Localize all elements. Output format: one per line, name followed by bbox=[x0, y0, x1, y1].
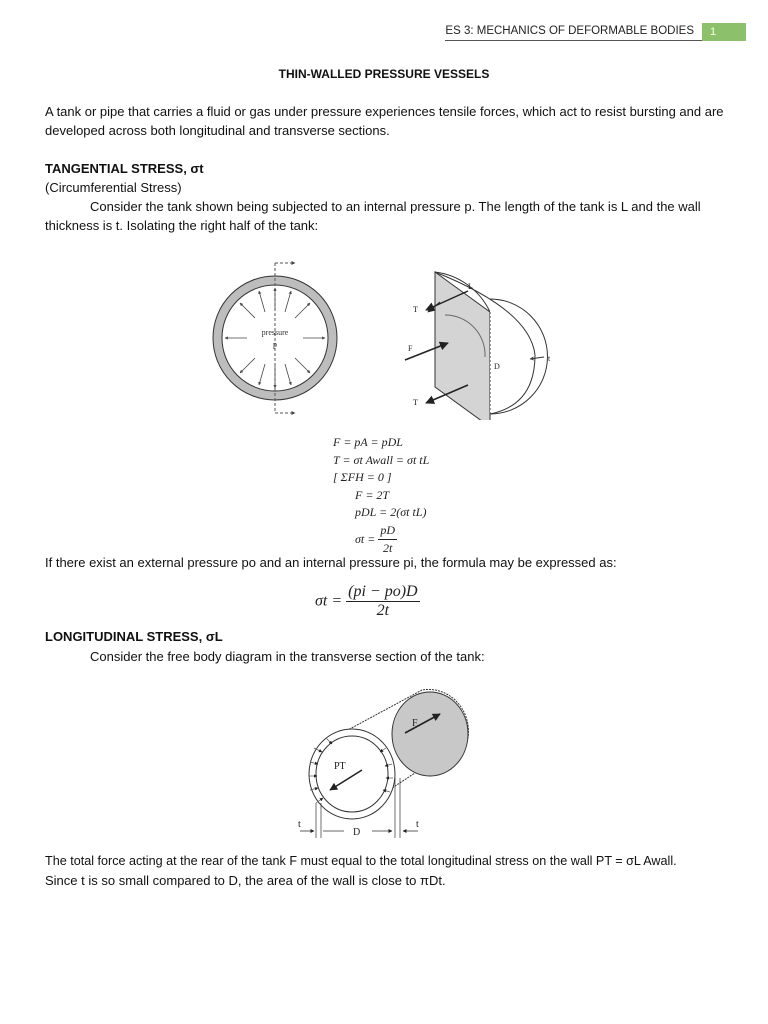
equation-line: F = 2T bbox=[355, 487, 390, 502]
fig2-pt-label: PT bbox=[334, 761, 346, 772]
p-label: p bbox=[273, 340, 277, 349]
d-label: D bbox=[494, 362, 500, 371]
equation-line: pDL = 2(σt tL) bbox=[355, 505, 427, 519]
t-force-top-label: T bbox=[413, 305, 418, 314]
figure-tangential-stress bbox=[200, 255, 570, 420]
document-title: THIN-WALLED PRESSURE VESSELS bbox=[278, 67, 490, 81]
tangential-paragraph bbox=[45, 197, 725, 235]
longitudinal-paragraph bbox=[45, 647, 725, 666]
equation-line: T = σt Awall = σt tL bbox=[333, 452, 430, 467]
formula-denominator: 2t bbox=[376, 602, 390, 619]
f-force-label: F bbox=[408, 344, 413, 353]
fig2-d-label: D bbox=[353, 827, 361, 838]
tangential-body: Consider the tank shown being subjected to an internal pressure p. The length of the tank is L and the wall thickness is t. Isolating the right half of the tank: bbox=[45, 199, 701, 233]
equation-numerator: pD bbox=[378, 522, 397, 541]
course-title: ES 3: MECHANICS OF DEFORMABLE BODIES bbox=[445, 22, 702, 41]
intro-paragraph: A tank or pipe that carries a fluid or gas under pressure experiences tensile forces, which act to resist bursting and are developed across both longitudinal and transverse sections. bbox=[45, 104, 724, 138]
tangential-heading: TANGENTIAL STRESS, σt bbox=[45, 161, 204, 176]
half-tank bbox=[405, 272, 551, 420]
tangential-subheading: (Circumferential Stress) bbox=[45, 180, 182, 195]
page-number: 1 bbox=[702, 23, 746, 41]
longitudinal-heading: LONGITUDINAL STRESS, σL bbox=[45, 629, 223, 644]
fig2-t-right-label: t bbox=[416, 819, 419, 830]
equation-line: [ ΣFH = 0 ] bbox=[333, 470, 392, 484]
wall-t-label: t bbox=[548, 354, 551, 363]
equation-block bbox=[333, 434, 429, 558]
closing-line-1: The total force acting at the rear of the tank F must equal to the total longitudinal stress on the wall PT = σL Awall. bbox=[45, 854, 677, 868]
equation-line: F = pA = pDL bbox=[333, 435, 403, 449]
fig2-f-label: F bbox=[412, 718, 418, 729]
longitudinal-body: Consider the free body diagram in the transverse section of the tank: bbox=[90, 649, 485, 664]
formula-lhs: σt = bbox=[315, 592, 343, 610]
pressure-label: pressure bbox=[261, 328, 289, 337]
l-label: L bbox=[468, 282, 473, 291]
tank-cross-section bbox=[213, 263, 337, 413]
page-header bbox=[445, 22, 746, 41]
t-force-bottom-label: T bbox=[413, 398, 418, 407]
formula-external bbox=[315, 583, 420, 620]
equation-lhs: σt = bbox=[355, 531, 376, 546]
equation-denominator: 2t bbox=[383, 541, 393, 555]
fig2-t-left-label: t bbox=[298, 819, 301, 830]
formula-numerator: (pi − po)D bbox=[348, 583, 418, 600]
closing-line-2: Since t is so small compared to D, the area of the wall is close to πDt. bbox=[45, 873, 446, 888]
external-pressure-paragraph: If there exist an external pressure po and an internal pressure pi, the formula may be expressed as: bbox=[45, 555, 617, 570]
figure-longitudinal-stress bbox=[290, 678, 490, 843]
